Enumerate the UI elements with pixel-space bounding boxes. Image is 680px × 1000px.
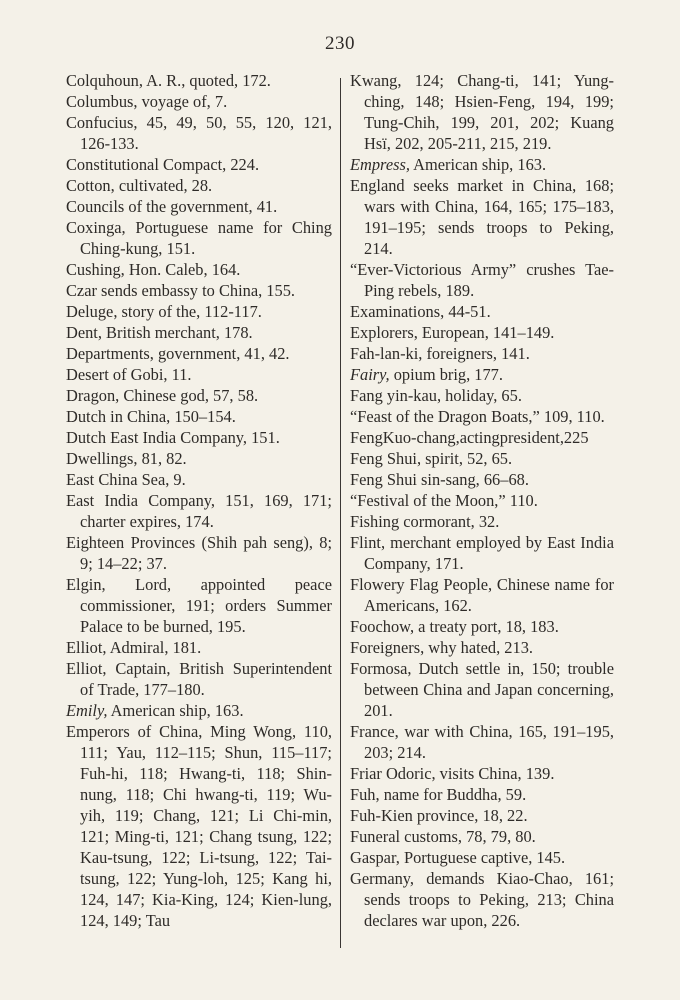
column-divider bbox=[340, 78, 341, 948]
index-entry bbox=[350, 637, 614, 658]
index-entry-heading: Elliot, Captain, British Superintendent of Trade, 177–180. bbox=[66, 659, 332, 699]
index-entry-text: opium brig, 177. bbox=[389, 365, 503, 384]
index-entry bbox=[66, 217, 332, 259]
index-entry bbox=[66, 385, 332, 406]
index-entry bbox=[66, 364, 332, 385]
index-entry bbox=[350, 343, 614, 364]
index-entry-heading: Dutch in China, 150–154. bbox=[66, 407, 236, 426]
index-entry bbox=[350, 805, 614, 826]
index-entry bbox=[350, 763, 614, 784]
index-entry-heading: Eighteen Provinces (Shih pah seng), 8; 9; 14–22; 37. bbox=[66, 533, 332, 573]
page-number: 230 bbox=[325, 33, 355, 54]
index-entry-heading: England seeks market in China, 168; wars with China, 164, 165; 175–183, 191–195; sends troops to Peking, 214. bbox=[350, 176, 614, 258]
index-entry-heading: Dragon, Chinese god, 57, 58. bbox=[66, 386, 259, 405]
index-entry-heading: East China Sea, 9. bbox=[66, 470, 186, 489]
index-entry-heading: “Ever-Victorious Army” crushes Tae-Ping rebels, 189. bbox=[350, 260, 614, 300]
index-entry bbox=[350, 448, 614, 469]
index-entry-heading: Emily, bbox=[66, 701, 108, 720]
index-entry-text: American ship, 163. bbox=[107, 701, 244, 720]
index-entry bbox=[66, 280, 332, 301]
index-entry-heading: East India Company, 151, 169, 171; charter expires, 174. bbox=[66, 491, 332, 531]
index-entry bbox=[350, 721, 614, 763]
index-entry bbox=[350, 826, 614, 847]
index-entry-heading: Colquhoun, A. R., quoted, 172. bbox=[66, 71, 271, 90]
index-entry-heading: Gaspar, Portuguese captive, 145. bbox=[350, 848, 566, 867]
index-entry-heading: Czar sends embassy to China, 155. bbox=[66, 281, 295, 300]
index-entry-heading: Coxinga, Portuguese name for Ching Ching-kung, 151. bbox=[66, 218, 332, 258]
index-entry-heading: Confucius, 45, 49, 50, 55, 120, 121, 126-133. bbox=[66, 113, 332, 153]
index-entry-heading: Fuh-Kien province, 18, 22. bbox=[350, 806, 528, 825]
index-entry bbox=[350, 301, 614, 322]
index-entry-heading: Friar Odoric, visits China, 139. bbox=[350, 764, 555, 783]
index-entry bbox=[350, 616, 614, 637]
index-entry bbox=[66, 427, 332, 448]
index-entry bbox=[350, 259, 614, 301]
index-entry-heading: Feng Shui, spirit, 52, 65. bbox=[350, 449, 513, 468]
index-entry bbox=[350, 322, 614, 343]
index-entry-heading: Dwellings, 81, 82. bbox=[66, 449, 187, 468]
index-entry-heading: Constitutional Compact, 224. bbox=[66, 155, 260, 174]
index-entry bbox=[66, 490, 332, 532]
index-entry-heading: Cushing, Hon. Caleb, 164. bbox=[66, 260, 241, 279]
index-entry-heading: Dent, British merchant, 178. bbox=[66, 323, 253, 342]
index-entry bbox=[66, 700, 332, 721]
index-entry bbox=[350, 427, 614, 448]
index-entry bbox=[350, 868, 614, 931]
index-entry-heading: Formosa, Dutch settle in, 150; trouble between China and Japan concerning, 201. bbox=[350, 659, 614, 720]
index-entry-heading: Councils of the government, 41. bbox=[66, 197, 278, 216]
index-entry bbox=[66, 70, 332, 91]
index-entry-heading: Fah-lan-ki, foreigners, 141. bbox=[350, 344, 530, 363]
index-entry bbox=[66, 532, 332, 574]
index-entry-heading: Elgin, Lord, appointed peace commissioner, 191; orders Summer Palace to be burned, 195. bbox=[66, 575, 332, 636]
index-entry bbox=[66, 469, 332, 490]
index-column-right bbox=[350, 70, 614, 931]
index-entry-heading: Dutch East India Company, 151. bbox=[66, 428, 280, 447]
index-entry bbox=[350, 847, 614, 868]
index-entry-heading: Germany, demands Kiao-Chao, 161; sends troops to Peking, 213; China declares war upon, 226. bbox=[350, 869, 614, 930]
index-entry-heading: FengKuo-chang,actingpresident,225 bbox=[350, 428, 589, 447]
index-entry-heading: Feng Shui sin-sang, 66–68. bbox=[350, 470, 529, 489]
index-entry-heading: Kwang, 124; Chang-ti, 141; Yung-ching, 148; Hsien-Feng, 194, 199; Tung-Chih, 199, 201, 202; Kuang Hsï, 202, 205-211, 215, 219. bbox=[350, 71, 614, 153]
index-entry bbox=[350, 385, 614, 406]
index-entry bbox=[350, 784, 614, 805]
index-entry-heading: “Feast of the Dragon Boats,” 109, 110. bbox=[350, 407, 605, 426]
index-entry-heading: Cotton, cultivated, 28. bbox=[66, 176, 213, 195]
index-entry bbox=[66, 406, 332, 427]
index-entry bbox=[66, 91, 332, 112]
index-entry bbox=[350, 70, 614, 154]
index-entry bbox=[350, 511, 614, 532]
index-entry bbox=[66, 574, 332, 637]
index-entry-heading: Empress, bbox=[350, 155, 410, 174]
index-entry bbox=[350, 364, 614, 385]
index-entry bbox=[350, 574, 614, 616]
index-entry bbox=[66, 637, 332, 658]
index-entry bbox=[66, 658, 332, 700]
index-entry bbox=[66, 343, 332, 364]
index-entry-heading: Fairy, bbox=[350, 365, 390, 384]
index-entry-heading: Fishing cormorant, 32. bbox=[350, 512, 500, 531]
index-entry bbox=[66, 196, 332, 217]
index-entry-heading: Fuh, name for Buddha, 59. bbox=[350, 785, 527, 804]
index-entry-heading: Columbus, voyage of, 7. bbox=[66, 92, 228, 111]
index-column-left bbox=[66, 70, 332, 931]
index-entry-heading: Examinations, 44-51. bbox=[350, 302, 491, 321]
index-entry-heading: Foochow, a treaty port, 18, 183. bbox=[350, 617, 559, 636]
index-entry-heading: Elliot, Admiral, 181. bbox=[66, 638, 202, 657]
index-entry bbox=[66, 112, 332, 154]
index-entry bbox=[66, 322, 332, 343]
index-entry-heading: Flowery Flag People, Chinese name for Americans, 162. bbox=[350, 575, 614, 615]
index-entry-heading: Flint, merchant employed by East India Company, 171. bbox=[350, 533, 614, 573]
index-entry bbox=[66, 175, 332, 196]
index-entry bbox=[350, 532, 614, 574]
index-entry-heading: Explorers, European, 141–149. bbox=[350, 323, 555, 342]
index-entry bbox=[350, 154, 614, 175]
index-entry-heading: Emperors of China, Ming Wong, 110, 111; Yau, 112–115; Shun, 115–117; Fuh-hi, 118; Hwang-ti, 118; Shin-nung, 118; Chi hwang-ti, 119; Wu-yih, 119; Chang, 121; Li Chi-min, 121; Ming-ti, 121; Chang tsung, 122; Kau-tsung, 122; Li-tsung, 122; Tai-tsung, 122; Yung-loh, 125; Kang hi, 124, 147; Kia-King, 124; Kien-lung, 124, 149; Tau bbox=[66, 722, 332, 930]
index-entry bbox=[66, 154, 332, 175]
index-entry bbox=[66, 448, 332, 469]
index-entry bbox=[350, 658, 614, 721]
index-entry bbox=[66, 301, 332, 322]
index-entry-heading: Desert of Gobi, 11. bbox=[66, 365, 192, 384]
index-entry-heading: Departments, government, 41, 42. bbox=[66, 344, 290, 363]
index-entry bbox=[66, 259, 332, 280]
index-entry bbox=[350, 490, 614, 511]
index-entry bbox=[350, 406, 614, 427]
index-entry-heading: “Festival of the Moon,” 110. bbox=[350, 491, 538, 510]
index-entry bbox=[350, 175, 614, 259]
index-entry-heading: Deluge, story of the, 112-117. bbox=[66, 302, 262, 321]
index-entry-text: American ship, 163. bbox=[409, 155, 547, 174]
index-entry-heading: Fang yin-kau, holiday, 65. bbox=[350, 386, 522, 405]
index-entry bbox=[350, 469, 614, 490]
index-entry-heading: Foreigners, why hated, 213. bbox=[350, 638, 533, 657]
index-entry bbox=[66, 721, 332, 931]
index-entry-heading: France, war with China, 165, 191–195, 203; 214. bbox=[350, 722, 614, 762]
index-entry-heading: Funeral customs, 78, 79, 80. bbox=[350, 827, 536, 846]
